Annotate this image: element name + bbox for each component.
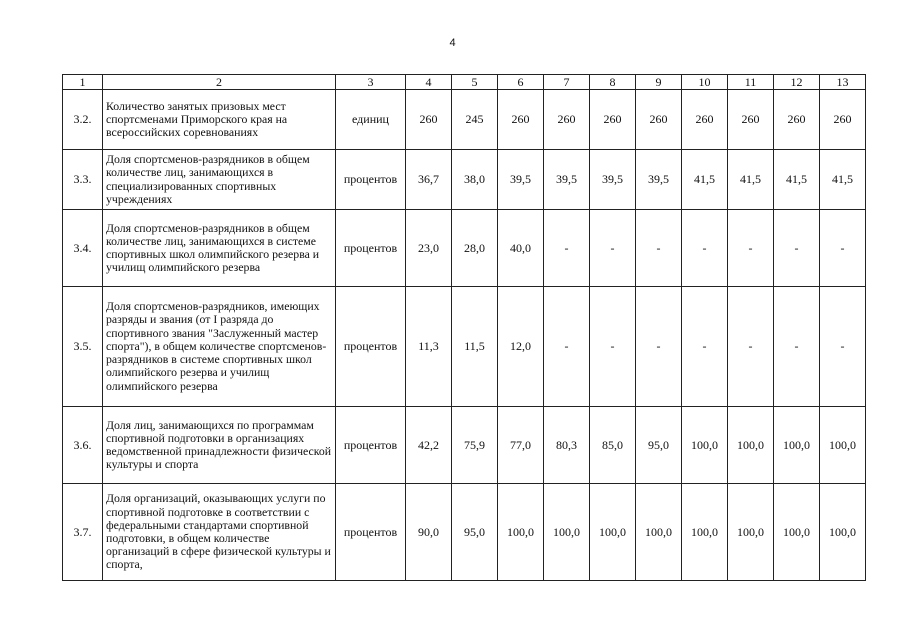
value-cell: 100,0 bbox=[774, 407, 820, 484]
column-header: 4 bbox=[406, 75, 452, 90]
value-cell: 100,0 bbox=[774, 484, 820, 581]
value-cell: 100,0 bbox=[636, 484, 682, 581]
value-cell: 28,0 bbox=[452, 210, 498, 287]
value-cell: - bbox=[820, 287, 866, 407]
value-cell: 260 bbox=[544, 90, 590, 150]
value-cell: 95,0 bbox=[452, 484, 498, 581]
value-cell: - bbox=[682, 210, 728, 287]
value-cell: 260 bbox=[820, 90, 866, 150]
value-cell: 39,5 bbox=[544, 150, 590, 210]
value-cell: 100,0 bbox=[498, 484, 544, 581]
value-cell: 100,0 bbox=[682, 484, 728, 581]
indicator-description: Количество занятых призовых мест спортсменами Приморского края на всероссийских соревнованиях bbox=[103, 90, 336, 150]
value-cell: 260 bbox=[774, 90, 820, 150]
value-cell: 80,3 bbox=[544, 407, 590, 484]
indicator-description: Доля лиц, занимающихся по программам спортивной подготовки в организациях ведомственной принадлежности физической культуры и спорта bbox=[103, 407, 336, 484]
page-number: 4 bbox=[449, 37, 456, 49]
indicator-description: Доля спортсменов-разрядников в общем количестве лиц, занимающихся в специализированных спортивных учреждениях bbox=[103, 150, 336, 210]
value-cell: 38,0 bbox=[452, 150, 498, 210]
value-cell: 40,0 bbox=[498, 210, 544, 287]
value-cell: 41,5 bbox=[728, 150, 774, 210]
value-cell: 41,5 bbox=[682, 150, 728, 210]
row-number: 3.6. bbox=[63, 407, 103, 484]
indicator-description: Доля организаций, оказывающих услуги по спортивной подготовке в соответствии с федеральными стандартами спортивной подготовки, в общем количестве организаций в сфере физической культуры и спорта, bbox=[103, 484, 336, 581]
unit-cell: процентов bbox=[336, 484, 406, 581]
value-cell: 41,5 bbox=[820, 150, 866, 210]
table-row bbox=[63, 90, 866, 150]
value-cell: - bbox=[590, 210, 636, 287]
unit-cell: единиц bbox=[336, 90, 406, 150]
value-cell: 245 bbox=[452, 90, 498, 150]
table-row bbox=[63, 407, 866, 484]
value-cell: 77,0 bbox=[498, 407, 544, 484]
value-cell: 11,5 bbox=[452, 287, 498, 407]
column-header: 13 bbox=[820, 75, 866, 90]
row-number: 3.5. bbox=[63, 287, 103, 407]
indicator-description: Доля спортсменов-разрядников, имеющих разряды и звания (от I разряда до спортивного звания "Заслуженный мастер спорта"), в общем количестве спортсменов-разрядников в системе спортивных школ олимпийского резерва и училищ олимпийского резерва bbox=[103, 287, 336, 407]
value-cell: 260 bbox=[590, 90, 636, 150]
value-cell: - bbox=[636, 287, 682, 407]
value-cell: 100,0 bbox=[820, 484, 866, 581]
value-cell: 100,0 bbox=[590, 484, 636, 581]
value-cell: 100,0 bbox=[728, 407, 774, 484]
value-cell: - bbox=[590, 287, 636, 407]
value-cell: 260 bbox=[636, 90, 682, 150]
value-cell: - bbox=[544, 287, 590, 407]
value-cell: 260 bbox=[406, 90, 452, 150]
column-header: 10 bbox=[682, 75, 728, 90]
unit-cell: процентов bbox=[336, 150, 406, 210]
column-header: 3 bbox=[336, 75, 406, 90]
table-row bbox=[63, 287, 866, 407]
column-header: 7 bbox=[544, 75, 590, 90]
value-cell: 23,0 bbox=[406, 210, 452, 287]
column-header: 11 bbox=[728, 75, 774, 90]
value-cell: 75,9 bbox=[452, 407, 498, 484]
value-cell: 95,0 bbox=[636, 407, 682, 484]
value-cell: - bbox=[636, 210, 682, 287]
column-header-row bbox=[63, 75, 866, 90]
value-cell: 100,0 bbox=[682, 407, 728, 484]
value-cell: 260 bbox=[728, 90, 774, 150]
value-cell: 39,5 bbox=[590, 150, 636, 210]
row-number: 3.4. bbox=[63, 210, 103, 287]
value-cell: 260 bbox=[682, 90, 728, 150]
value-cell: - bbox=[544, 210, 590, 287]
row-number: 3.3. bbox=[63, 150, 103, 210]
value-cell: 100,0 bbox=[544, 484, 590, 581]
column-header: 2 bbox=[103, 75, 336, 90]
unit-cell: процентов bbox=[336, 210, 406, 287]
value-cell: - bbox=[728, 287, 774, 407]
value-cell: 90,0 bbox=[406, 484, 452, 581]
value-cell: - bbox=[682, 287, 728, 407]
value-cell: 39,5 bbox=[498, 150, 544, 210]
column-header: 12 bbox=[774, 75, 820, 90]
value-cell: 260 bbox=[498, 90, 544, 150]
column-header: 5 bbox=[452, 75, 498, 90]
value-cell: 39,5 bbox=[636, 150, 682, 210]
unit-cell: процентов bbox=[336, 407, 406, 484]
table-row bbox=[63, 210, 866, 287]
value-cell: - bbox=[820, 210, 866, 287]
row-number: 3.7. bbox=[63, 484, 103, 581]
row-number: 3.2. bbox=[63, 90, 103, 150]
indicator-description: Доля спортсменов-разрядников в общем количестве лиц, занимающихся в системе спортивных школ олимпийского резерва и училищ олимпийского резерва bbox=[103, 210, 336, 287]
column-header: 9 bbox=[636, 75, 682, 90]
value-cell: - bbox=[728, 210, 774, 287]
unit-cell: процентов bbox=[336, 287, 406, 407]
table-row bbox=[63, 150, 866, 210]
value-cell: 42,2 bbox=[406, 407, 452, 484]
value-cell: 100,0 bbox=[820, 407, 866, 484]
value-cell: 100,0 bbox=[728, 484, 774, 581]
column-header: 1 bbox=[63, 75, 103, 90]
value-cell: 41,5 bbox=[774, 150, 820, 210]
indicators-table bbox=[62, 74, 866, 581]
column-header: 6 bbox=[498, 75, 544, 90]
value-cell: 12,0 bbox=[498, 287, 544, 407]
value-cell: 85,0 bbox=[590, 407, 636, 484]
value-cell: 11,3 bbox=[406, 287, 452, 407]
value-cell: 36,7 bbox=[406, 150, 452, 210]
column-header: 8 bbox=[590, 75, 636, 90]
table-row bbox=[63, 484, 866, 581]
value-cell: - bbox=[774, 210, 820, 287]
value-cell: - bbox=[774, 287, 820, 407]
